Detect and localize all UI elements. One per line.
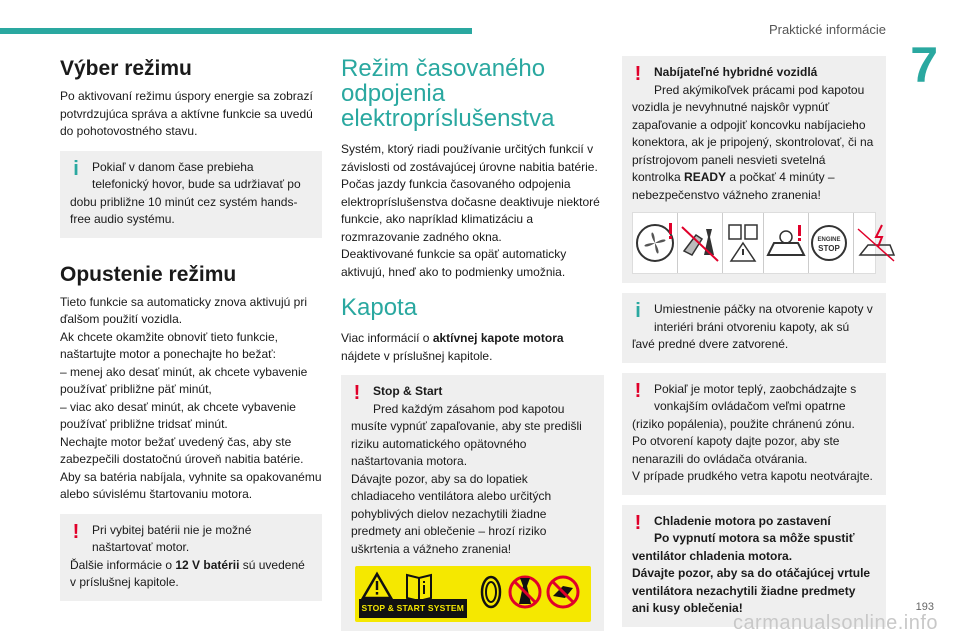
warning-line: Pri vybitej batérii nie je možné: [92, 522, 252, 537]
warning-icon: !: [634, 63, 642, 85]
warning-line: vonkajším ovládačom veľmi opatrne: [654, 399, 846, 413]
chapter-number: 7: [910, 37, 938, 93]
warning-box-hybrid: [622, 56, 886, 283]
warning-text: Po otvorení kapoty dajte pozor, aby ste nenarazili do ovládača otvárania.: [632, 434, 840, 466]
warning-text: V prípade prudkého vetra kapotu neotvárajte.: [632, 469, 873, 483]
column-right: [622, 56, 886, 637]
warning-text: vozidla je nevyhnutné najskôr vypnúť zapaľovanie a odpojiť koncovku nabíjacieho konektora, ak je pripojený, skontrolovať, či na prístrojovom paneli nesvieti svetelná kontrolka READY a počkať 4 minúty – nebezpečenstvo vážneho zranenia!: [632, 100, 874, 202]
high-voltage-icon: [854, 213, 898, 273]
info-line: Pokiaľ v danom čase prebieha: [92, 159, 254, 174]
info-line: interiéri bráni otvoreniu kapoty, ak sú: [654, 319, 850, 334]
warning-title: Stop & Start: [373, 384, 443, 398]
warning-text: (riziko popálenia), použite chránenú zónu.: [632, 416, 855, 431]
paragraph: Aby sa batéria nabíjala, vyhnite sa opakovanému alebo súvislému štartovaniu motora.: [60, 469, 322, 501]
warning-text: Ďalšie informácie o 12 V batérii sú uvedené v príslušnej kapitole.: [70, 557, 305, 589]
paragraph: Počas jazdy funkcia časovaného odpojenia elektropríslušenstva dočasne deaktivuje niektoré funkcie, ako napríklad klimatizáciu a rozmrazovanie zadného okna.: [341, 177, 600, 244]
warning-box: [341, 375, 604, 631]
sticker-label: STOP & START SYSTEM: [359, 599, 468, 619]
engine-label: ENGINE: [817, 237, 841, 243]
info-line: Umiestnenie páčky na otvorenie kapoty v: [654, 302, 873, 316]
list-item: – menej ako desať minút, ak chcete vybavenie používať približne päť minút,: [60, 364, 308, 396]
read-manual-icon: [723, 213, 764, 273]
paragraph: Deaktivované funkcie sa opäť automaticky aktivujú, hneď ako to podmienky umožnia.: [341, 247, 567, 279]
warning-title: Nabíjateľné hybridné vozidlá: [654, 65, 818, 79]
heading-exit-mode: Opustenie režimu: [60, 262, 237, 286]
warning-text: musíte vypnúť zapaľovanie, aby ste predišli riziku automatického opätovného naštartovania motora.: [351, 419, 582, 468]
warning-text: Dávajte pozor, aby sa do lopatiek chladiaceho ventilátora alebo určitých pohyblivých dielov nezachytili žiadne predmety ani oblečenie – hrozí riziko uškrtenia a vážneho zranenia!: [351, 471, 552, 556]
info-text: ľavé predné dvere zatvorené.: [632, 337, 789, 351]
stop-start-sticker: [355, 566, 591, 622]
warning-text: ventilátor chladenia motora.: [632, 548, 793, 563]
engine-stop-icon: [809, 213, 854, 273]
info-box: [622, 293, 886, 363]
column-left: [60, 56, 322, 611]
no-loose-clothing-icon: [678, 213, 723, 273]
warning-line: Pred akýmikoľvek prácami pod kapotou: [654, 82, 865, 97]
warning-icon: !: [634, 379, 642, 402]
column-middle: [341, 56, 604, 640]
running-head: Praktické informácie: [768, 22, 886, 37]
info-text: dobu približne 10 minút cez systém hands-free audio systému.: [70, 194, 298, 226]
warning-box: [60, 514, 322, 601]
paragraph: Systém, ktorý riadi používanie určitých funkcií v závislosti od zostávajúcej úrovne nabitia batérie.: [341, 142, 598, 174]
sticker-image: [351, 566, 594, 622]
heading-mode-selection: Výber režimu: [60, 57, 192, 80]
warning-box: [622, 373, 886, 495]
paragraph: Nechajte motor bežať uvedený čas, aby ste zabezpečili dostatočnú úroveň nabitia batérie.: [60, 434, 304, 466]
warning-box-cooling: [622, 505, 886, 627]
warning-line: Pred každým zásahom pod kapotou: [373, 401, 565, 416]
hybrid-pictogram-strip: [632, 212, 876, 274]
info-icon: i: [73, 157, 79, 180]
chapter-color-bar: [0, 28, 472, 34]
heading-load-shedding: Režim časovaného odpojenia elektropríslušenstva: [341, 55, 555, 132]
warning-icon: !: [353, 382, 361, 404]
paragraph: Tieto funkcie sa automaticky znova aktivujú pri ďalšom použití vozidla.: [60, 294, 308, 326]
hot-engine-warning-icon: [764, 213, 809, 273]
list-item: – viac ako desať minút, ak chcete vybavenie používať približne tridsať minút.: [60, 399, 296, 431]
warning-icon: !: [634, 511, 642, 534]
warning-line: Pokiaľ je motor teplý, zaobchádzajte s: [654, 381, 857, 396]
fan-warning-icon: [633, 213, 678, 273]
warning-line: Po vypnutí motora sa môže spustiť: [654, 531, 855, 545]
info-box: [60, 151, 322, 238]
paragraph: Ak chcete okamžite obnoviť tieto funkcie, naštartujte motor a ponechajte ho bežať:: [60, 329, 278, 361]
info-icon: i: [635, 300, 641, 322]
page-number: 193: [915, 601, 934, 613]
paragraph: Viac informácií o aktívnej kapote motora nájdete v príslušnej kapitole.: [341, 331, 564, 363]
warning-text: Dávajte pozor, aby sa do otáčajúcej vrtule ventilátora nezachytili žiadne predmety ani kusy oblečenia!: [632, 566, 871, 615]
warning-icon: !: [72, 520, 80, 543]
heading-bonnet: Kapota: [341, 294, 418, 321]
stop-label: STOP: [818, 244, 840, 253]
info-line: telefonický hovor, bude sa udržiavať po: [92, 177, 301, 191]
warning-title: Chladenie motora po zastavení: [654, 513, 831, 528]
paragraph: Po aktivovaní režimu úspory energie sa zobrazí potvrdzujúca správa a aktívne funkcie sa uvedú do pohotovostného stavu.: [60, 89, 313, 138]
warning-line: naštartovať motor.: [92, 540, 190, 554]
watermark-text: carmanualsonline.info: [732, 612, 938, 634]
